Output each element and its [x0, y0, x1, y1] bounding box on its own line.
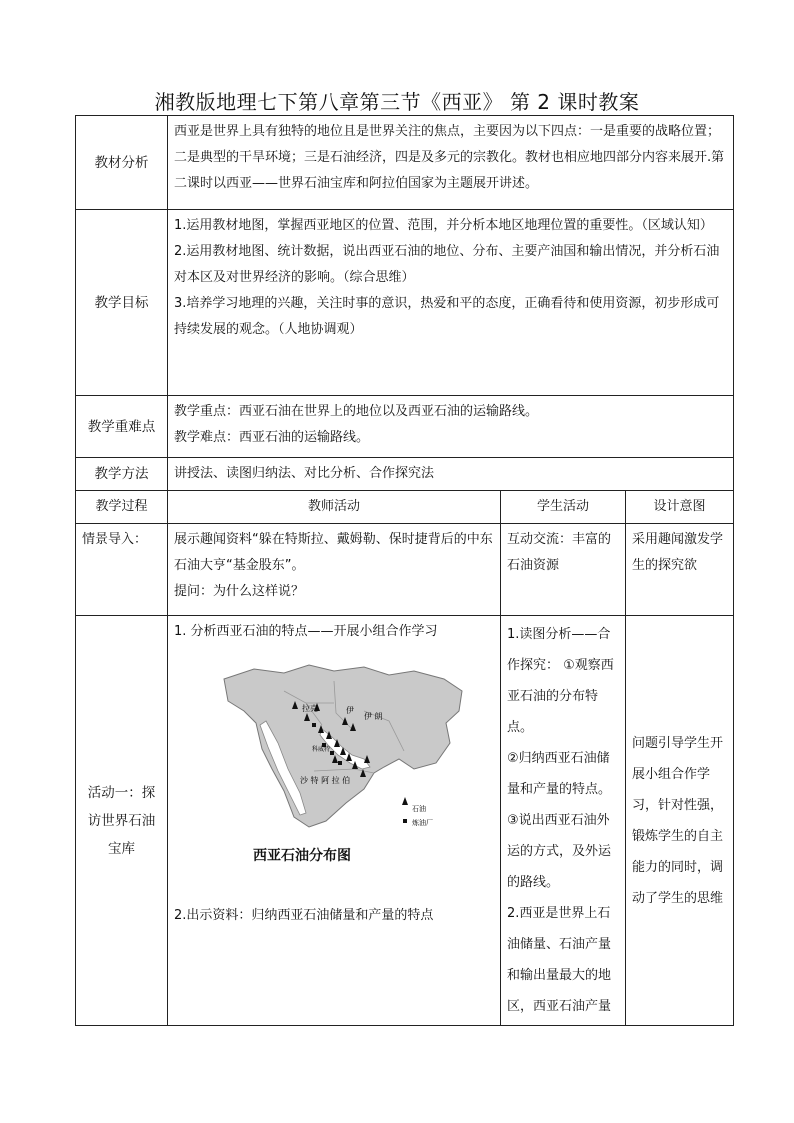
row-analysis	[76, 116, 734, 210]
goal-item: 2.运用教材地图、统计数据，说出西亚石油的地位、分布、主要产油国和输出情况，并分析石油对本区及对世界经济的影响。（综合思维）	[174, 244, 720, 285]
student-step: ③说出西亚石油外运的方式，及外运的路线。	[507, 813, 612, 890]
intro-teacher	[168, 524, 501, 616]
west-asia-oil-map	[214, 651, 470, 841]
activity1-student	[501, 616, 626, 1026]
row-header	[76, 491, 734, 524]
intro-teacher-text: 展示趣闻资料“躲在特斯拉、戴姆勒、保时捷背后的中东石油大亨“基金股东”。	[174, 532, 493, 573]
header-teacher: 教师活动	[168, 491, 501, 524]
key-point: 教学重点：西亚石油在世界上的地位以及西亚石油的运输路线。	[174, 404, 539, 419]
header-intent: 设计意图	[626, 491, 734, 524]
page-title: 湘教版地理七下第八章第三节《西亚》 第 2 课时教案	[154, 90, 640, 114]
map-label-iran: 伊 朗	[364, 712, 383, 721]
difficult-point: 教学难点：西亚石油的运输路线。	[174, 430, 370, 445]
methods-text: 讲授法、读图归纳法、对比分析、合作探究法	[168, 458, 734, 491]
student-step: 1.读图分析——合作探究： ①观察西亚石油的分布特点。	[507, 627, 614, 735]
map-title: 西亚石油分布图	[253, 848, 351, 864]
row-methods	[76, 458, 734, 491]
label-activity1: 活动一：探访世界石油宝库	[76, 616, 168, 1026]
row-intro	[76, 524, 734, 616]
activity1-step1: 1. 分析西亚石油的特点——开展小组合作学习	[174, 624, 438, 639]
map-label-iraq: 拉克	[302, 704, 318, 713]
keypoints-cell	[168, 396, 734, 458]
activity1-step2: 2.出示资料：归纳西亚石油储量和产量的特点	[174, 908, 434, 923]
student-step: 2.西亚是世界上石油储量、石油产量和输出量最大的地区，西亚石油产量	[507, 906, 612, 1014]
intro-student: 互动交流：丰富的石油资源	[501, 524, 626, 616]
goals-cell	[168, 210, 734, 396]
label-intro: 情景导入：	[76, 524, 168, 616]
activity1-teacher	[168, 616, 501, 1026]
map-graphic	[214, 651, 470, 841]
intro-question: 提问：为什么这样说？	[174, 584, 305, 599]
legend-oil: 石油	[412, 805, 426, 813]
goal-item: 3.培养学习地理的兴趣，关注时事的意识，热爱和平的态度，正确看待和使用资源，初步形成可持续发展的观念。（人地协调观）	[174, 296, 720, 337]
analysis-text: 西亚是世界上具有独特的地位且是世界关注的焦点，主要因为以下四点：一是重要的战略位置；二是典型的干旱环境；三是石油经济，四是及多元的宗教化。教材也相应地四部分内容来展开.第二课时以西亚——世界石油宝库和阿拉伯国家为主题展开讲述。	[168, 116, 734, 210]
legend-refinery: 炼油厂	[412, 819, 433, 827]
header-process: 教学过程	[76, 491, 168, 524]
activity1-intent: 问题引导学生开展小组合作学习，针对性强，锻炼学生的自主能力的同时，调动了学生的思维	[626, 616, 734, 1026]
label-analysis: 教材分析	[76, 116, 168, 210]
student-step: ②归纳西亚石油储量和产量的特点。	[507, 751, 612, 797]
row-goals	[76, 210, 734, 396]
lesson-plan-table	[75, 115, 734, 1026]
map-label-kuwait: 科威特	[312, 746, 331, 753]
header-student: 学生活动	[501, 491, 626, 524]
map-label-saudi: 沙 特 阿 拉 伯	[300, 776, 351, 785]
label-keypoints: 教学重难点	[76, 396, 168, 458]
row-activity1	[76, 616, 734, 1026]
label-goals: 教学目标	[76, 210, 168, 396]
label-methods: 教学方法	[76, 458, 168, 491]
row-keypoints	[76, 396, 734, 458]
map-label-iran-2: 伊	[346, 706, 354, 715]
goal-item: 1.运用教材地图，掌握西亚地区的位置、范围，并分析本地区地理位置的重要性。（区域认知）	[174, 218, 713, 233]
intro-intent: 采用趣闻激发学生的探究欲	[626, 524, 734, 616]
